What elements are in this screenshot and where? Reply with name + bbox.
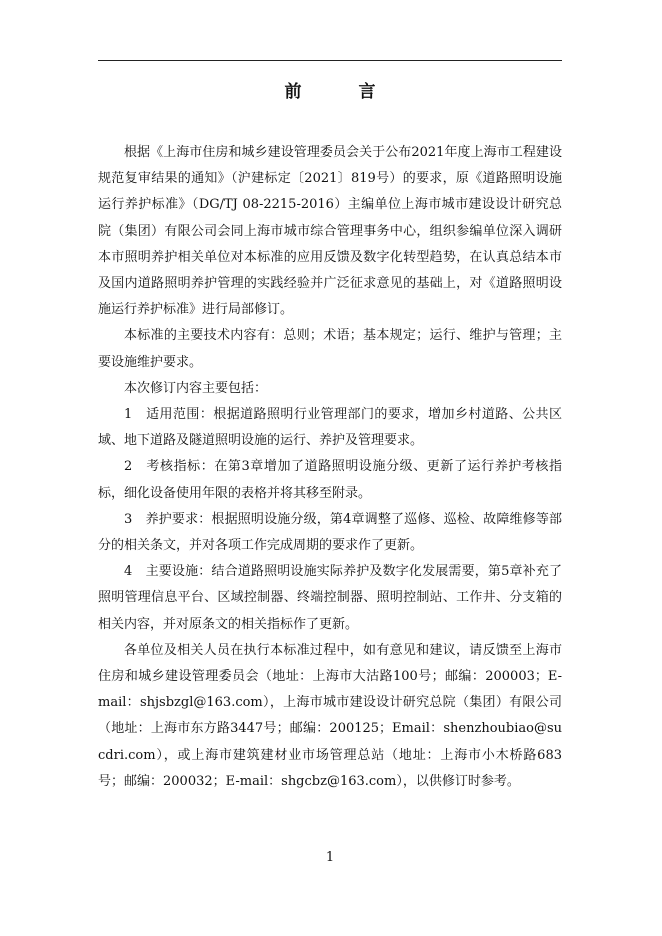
paragraph-feedback-contacts: 各单位及相关人员在执行本标准过程中，如有意见和建议，请反馈至上海市住房和城乡建设管理委员会（地址：上海市大沽路100号；邮编：200003；E-mail：shjsbzgl@163.com），上海市城市建设设计研究总院（集团）有限公司（地址：上海市东方路3447号；邮编：200125；Email：shenzhoubiao@sucdri.com），或上海市建筑建材业市场管理总站（地址：上海市小木桥路683号；邮编：200032；E-mail：shgcbz@163.com），以供修订时参考。 xyxy=(98,642,562,789)
page-number: 1 xyxy=(325,850,335,865)
paragraph-revision-item-1: 1 适用范围：根据道路照明行业管理部门的要求，增加乡村道路、公共区域、地下道路及隧道照明设施的运行、养护及管理要求。 xyxy=(98,407,562,449)
paragraph-revision-item-2: 2 考核指标：在第3章增加了道路照明设施分级、更新了运行养护考核指标，细化设备使用年限的表格并将其移至附录。 xyxy=(98,459,562,501)
paragraph-revision-item-3: 3 养护要求：根据照明设施分级，第4章调整了巡修、巡检、故障维修等部分的相关条文，并对各项工作完成周期的要求作了更新。 xyxy=(98,511,562,554)
page-title: 前 言 xyxy=(284,82,396,102)
paragraph-revision-intro: 本次修订内容主要包括： xyxy=(124,380,268,396)
paragraph-background: 根据《上海市住房和城乡建设管理委员会关于公布2021年度上海市工程建设规范复审结果的通知》（沪建标定〔2021〕819号）的要求，原《道路照明设施运行养护标准》（DG/TJ 08-2215-2016）主编单位上海市城市建设设计研究总院（集团）有限公司会同上海市城市综合管理事务中心，组织参编单位深入调研本市照明养护相关单位对本标准的应用反馈及数字化转型趋势，在认真总结本市及国内道路照明养护管理的实践经验并广泛征求意见的基础上，对《道路照明设施运行养护标准》进行局部修订。 xyxy=(98,145,562,318)
paragraph-main-content: 本标准的主要技术内容有：总则；术语；基本规定；运行、维护与管理；主要设施维护要求。 xyxy=(98,328,562,370)
paragraph-revision-item-4: 4 主要设施：结合道路照明设施实际养护及数字化发展需要，第5章补充了照明管理信息平台、区域控制器、终端控制器、照明控制站、工作井、分支箱的相关内容，并对原条文的相关指标作了更新。 xyxy=(98,564,562,632)
header-rule xyxy=(98,60,562,61)
document-body xyxy=(98,140,562,795)
